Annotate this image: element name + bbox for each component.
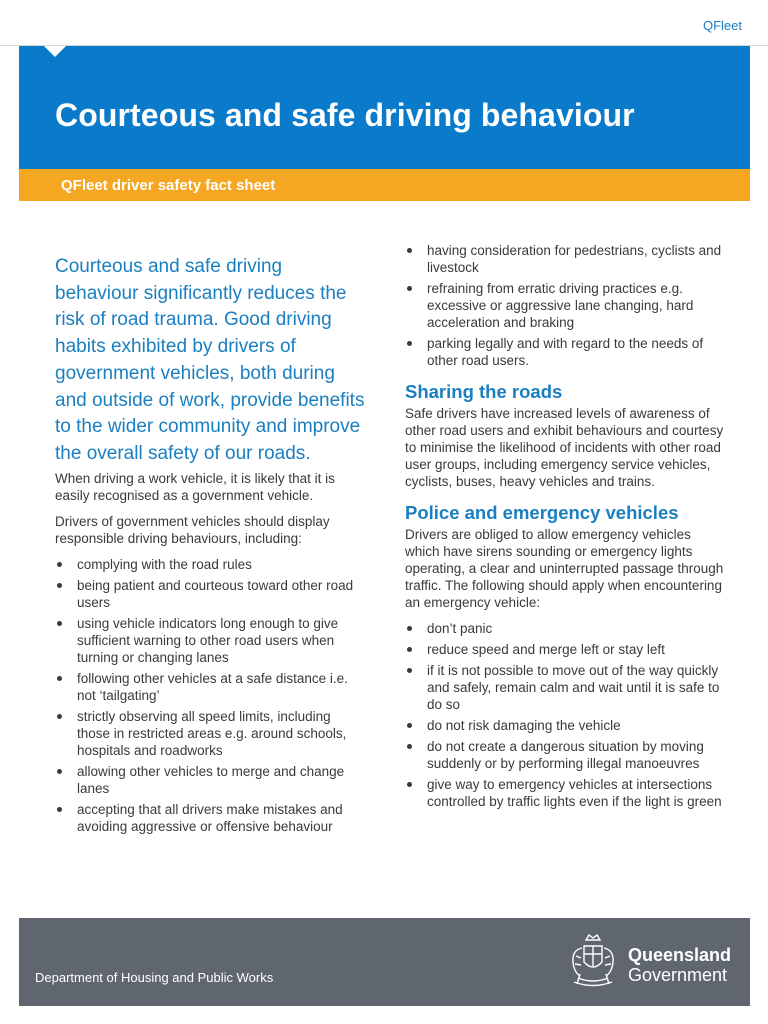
list-item: parking legally and with regard to the needs of other road users.: [405, 335, 725, 369]
logo-line-1: Queensland: [628, 945, 732, 965]
page-subtitle: QFleet driver safety fact sheet: [61, 177, 276, 194]
title-banner: [19, 46, 750, 169]
list-item: do not create a dangerous situation by moving suddenly or by performing illegal manoeuvres: [405, 738, 725, 772]
behaviour-list: [55, 556, 367, 835]
sharing-roads-heading: Sharing the roads: [405, 381, 563, 402]
left-column: [55, 254, 367, 845]
queensland-government-logo: [628, 945, 731, 985]
emergency-vehicles-text: Drivers are obliged to allow emergency vehicles which have sirens sounding or emergency lights operating, a clear and uninterrupted passage through traffic. The following should apply when encountering an emergency vehicle:: [405, 527, 724, 610]
intro-paragraph: Courteous and safe driving behaviour significantly reduces the risk of road trauma. Good driving habits exhibited by drivers of government vehicles, both during and outside of work, provide benefits to the wider community and improve the overall safety of our roads.: [55, 256, 365, 464]
department-name: Department of Housing and Public Works: [35, 970, 274, 985]
list-item: allowing other vehicles to merge and change lanes: [55, 763, 367, 797]
list-item: give way to emergency vehicles at intersections controlled by traffic lights even if the light is green: [405, 776, 725, 810]
list-item: if it is not possible to move out of the way quickly and safely, remain calm and wait until it is safe to do so: [405, 662, 725, 713]
footer: [19, 918, 750, 1006]
list-item: following other vehicles at a safe distance i.e. not ‘tailgating’: [55, 670, 367, 704]
banner-notch: [44, 46, 66, 57]
emergency-vehicle-list: [405, 620, 725, 810]
body-paragraph-1: When driving a work vehicle, it is likely that it is easily recognised as a government vehicle.: [55, 470, 335, 503]
list-item: don’t panic: [405, 620, 725, 637]
behaviour-list-continued: [405, 242, 725, 369]
list-item: reduce speed and merge left or stay left: [405, 641, 725, 658]
right-column: [405, 242, 725, 820]
list-item: using vehicle indicators long enough to give sufficient warning to other road users when turning or changing lanes: [55, 615, 367, 666]
sharing-roads-text: Safe drivers have increased levels of awareness of other road users and exhibit behaviours and courtesy to minimise the likelihood of incidents with other road user groups, including emergency service vehicles, cyclists, buses, heavy vehicles and trains.: [405, 406, 724, 489]
list-item: having consideration for pedestrians, cyclists and livestock: [405, 242, 725, 276]
list-item: do not risk damaging the vehicle: [405, 717, 725, 734]
page-title: Courteous and safe driving behaviour: [55, 97, 635, 133]
list-item: complying with the road rules: [55, 556, 367, 573]
subtitle-bar: [19, 169, 750, 201]
list-item: being patient and courteous toward other road users: [55, 577, 367, 611]
qfleet-top-link[interactable]: QFleet: [702, 18, 742, 33]
list-item: accepting that all drivers make mistakes and avoiding aggressive or offensive behaviour: [55, 801, 367, 835]
emergency-vehicles-heading: Police and emergency vehicles: [405, 502, 679, 523]
list-item: refraining from erratic driving practices e.g. excessive or aggressive lane changing, hard acceleration and braking: [405, 280, 725, 331]
list-item: strictly observing all speed limits, including those in restricted areas e.g. around schools, hospitals and roadworks: [55, 708, 367, 759]
queensland-coat-of-arms-icon: [564, 932, 622, 990]
logo-line-2: Government: [628, 965, 728, 985]
body-paragraph-2: Drivers of government vehicles should display responsible driving behaviours, including:: [55, 513, 330, 546]
